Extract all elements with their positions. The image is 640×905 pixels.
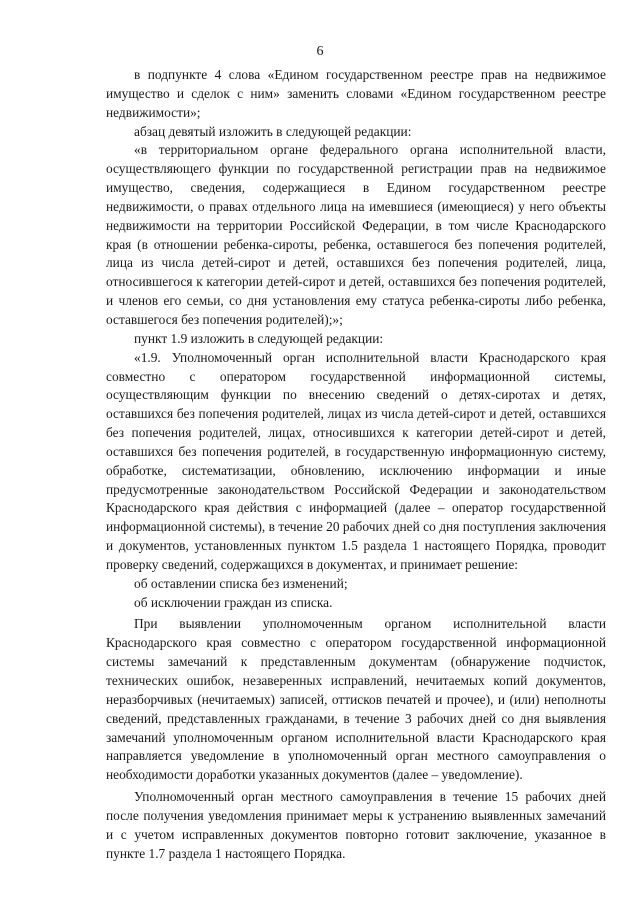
paragraph: «в территориальном органе федерального органа исполнительной власти, осуществляющего функции по государственной регистрации прав на недвижимое имущество, сведения, содержащиеся в Едином государственном реестре недвижимости, о правах отдельного лица на имевшиеся (имеющиеся) у него объекты недвижимости на территории Российской Федерации, в том числе Краснодарского края (в отношении ребенка-сироты, ребенка, оставшегося без попечения родителей, лица из числа детей-сирот и детей, оставшихся без попечения родителей, лица, относившегося к категории детей-сирот и детей, оставшихся без попечения родителей, и членов его семьи, со дня установления ему статуса ребенка-сироты либо ребенка, оставшегося без попечения родителей);»;	[106, 142, 606, 327]
document-body	[106, 66, 606, 863]
paragraph: «1.9. Уполномоченный орган исполнительной власти Краснодарского края совместно с оператором государственной информационной системы, осуществляющим функции по внесению сведений о детях-сиротах и детях, оставшихся без попечения родителей, лицах из числа детей-сирот и детей, оставшихся без попечения родителей, лицах, относившихся к категории детей-сирот и детей, оставшихся без попечения родителей, в государственную информационную систему, обработке, систематизации, обновлению, исключению информации и иные предусмотренные законодательством Российской Федерации и законодательством Краснодарского края действия с информацией (далее – оператор государственной информационной системы), в течение 20 рабочих дней со дня поступления заключения и документов, установленных пунктом 1.5 раздела 1 настоящего Порядка, проводит проверку сведений, содержащихся в документах, и принимает решение:	[106, 349, 606, 572]
paragraph: При выявлении уполномоченным органом исполнительной власти Краснодарского края совместно с оператором государственной информационной системы замечаний к представленным документам (обнаружение подчисток, технических ошибок, незаверенных исправлений, нечитаемых копий документов, неразборчивых (нечитаемых) записей, оттисков печатей и прочее), и (или) неполноты сведений, представленных гражданами, в течение 3 рабочих дней со дня выявления замечаний уполномоченным органом исполнительной власти Краснодарского края направляется уведомление в уполномоченный орган местного самоуправления о необходимости доработки указанных документов (далее – уведомление).	[106, 616, 606, 783]
paragraph: в подпункте 4 слова «Едином государственном реестре прав на недвижимое имущество и сделок с ним» заменить словами «Едином государственном реестре недвижимости»;	[106, 67, 606, 120]
paragraph: об исключении граждан из списка.	[134, 594, 333, 610]
page-number: 6	[316, 44, 324, 59]
paragraph: пункт 1.9 изложить в следующей редакции:	[134, 330, 384, 346]
paragraph: абзац девятый изложить в следующей редакции:	[134, 123, 412, 139]
paragraph: об оставлении списка без изменений;	[134, 575, 348, 591]
paragraph: Уполномоченный орган местного самоуправления в течение 15 рабочих дней после получения уведомления принимает меры к устранению выявленных замечаний и с учетом исправленных документов повторно готовит заключение, указанное в пункте 1.7 раздела 1 настоящего Порядка.	[106, 789, 606, 861]
